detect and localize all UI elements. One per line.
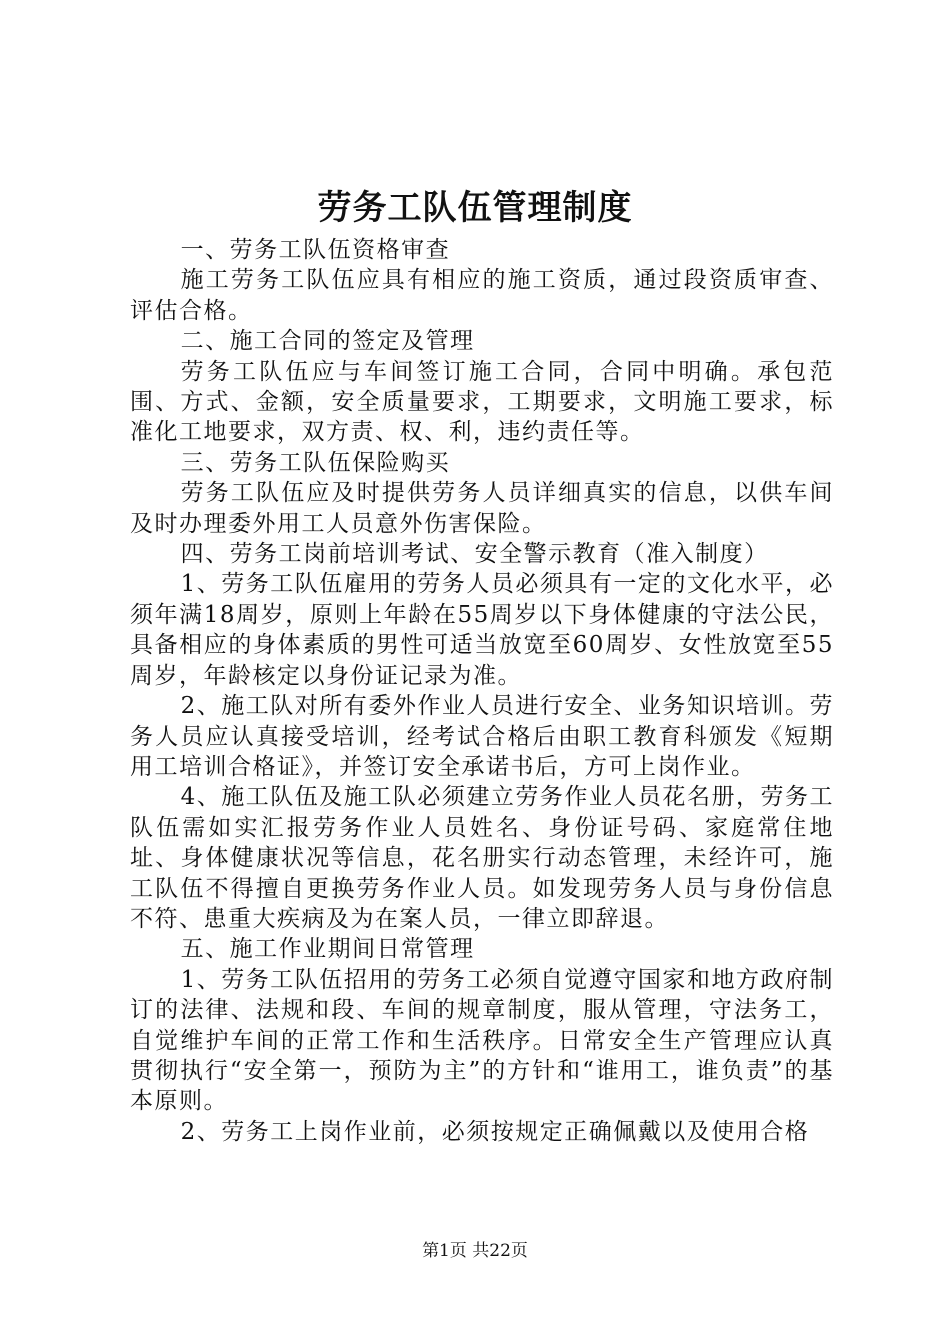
body-paragraph: 施工劳务工队伍应具有相应的施工资质，通过段资质审查、评估合格。 xyxy=(130,267,834,324)
page-number-footer: 第1页 共22页 xyxy=(422,1241,528,1261)
document-title: 劳务工队伍管理制度 xyxy=(317,188,633,228)
section-heading: 五、施工作业期间日常管理 xyxy=(180,936,475,963)
body-paragraph: 1、劳务工队伍招用的劳务工必须自觉遵守国家和地方政府制订的法律、法规和段、车间的规章制度，服从管理，守法务工，自觉维护车间的正常工作和生活秩序。日常安全生产管理应认真贯彻执行“安全第一，预防为主”的方针和“谁用工，谁负责”的基本原则。 xyxy=(130,966,834,1115)
body-paragraph: 劳务工队伍应及时提供劳务人员详细真实的信息，以供车间及时办理委外用工人员意外伤害保险。 xyxy=(130,480,834,537)
section-heading: 一、劳务工队伍资格审查 xyxy=(180,237,451,263)
body-paragraph: 2、劳务工上岗作业前，必须按规定正确佩戴以及使用合格 xyxy=(180,1118,810,1145)
body-paragraph: 劳务工队伍应与车间签订施工合同，合同中明确。承包范围、方式、金额，安全质量要求，工期要求，文明施工要求，标准化工地要求，双方责、权、利，违约责任等。 xyxy=(130,358,834,446)
section-heading: 三、劳务工队伍保险购买 xyxy=(180,449,451,476)
section-heading: 二、施工合同的签定及管理 xyxy=(180,328,475,355)
section-heading: 四、劳务工岗前培训考试、安全警示教育（准入制度） xyxy=(180,541,769,568)
document-body xyxy=(130,235,834,1147)
body-paragraph: 2、施工队对所有委外作业人员进行安全、业务知识培训。劳务人员应认真接受培训，经考试合格后由职工教育科颁发《短期用工培训合格证》，并签订安全承诺书后，方可上岗作业。 xyxy=(130,693,834,780)
body-paragraph: 1、劳务工队伍雇用的劳务人员必须具有一定的文化水平，必须年满18周岁，原则上年龄在55周岁以下身体健康的守法公民，具备相应的身体素质的男性可适当放宽至60周岁、女性放宽至55周岁，年龄核定以身份证记录为准。 xyxy=(130,571,834,689)
body-paragraph: 4、施工队伍及施工队必须建立劳务作业人员花名册，劳务工队伍需如实汇报劳务作业人员姓名、身份证号码、家庭常住地址、身体健康状况等信息，花名册实行动态管理，未经许可，施工队伍不得擅自更换劳务作业人员。如发现劳务人员与身份信息不符、患重大疾病及为在案人员，一律立即辞退。 xyxy=(130,784,834,932)
